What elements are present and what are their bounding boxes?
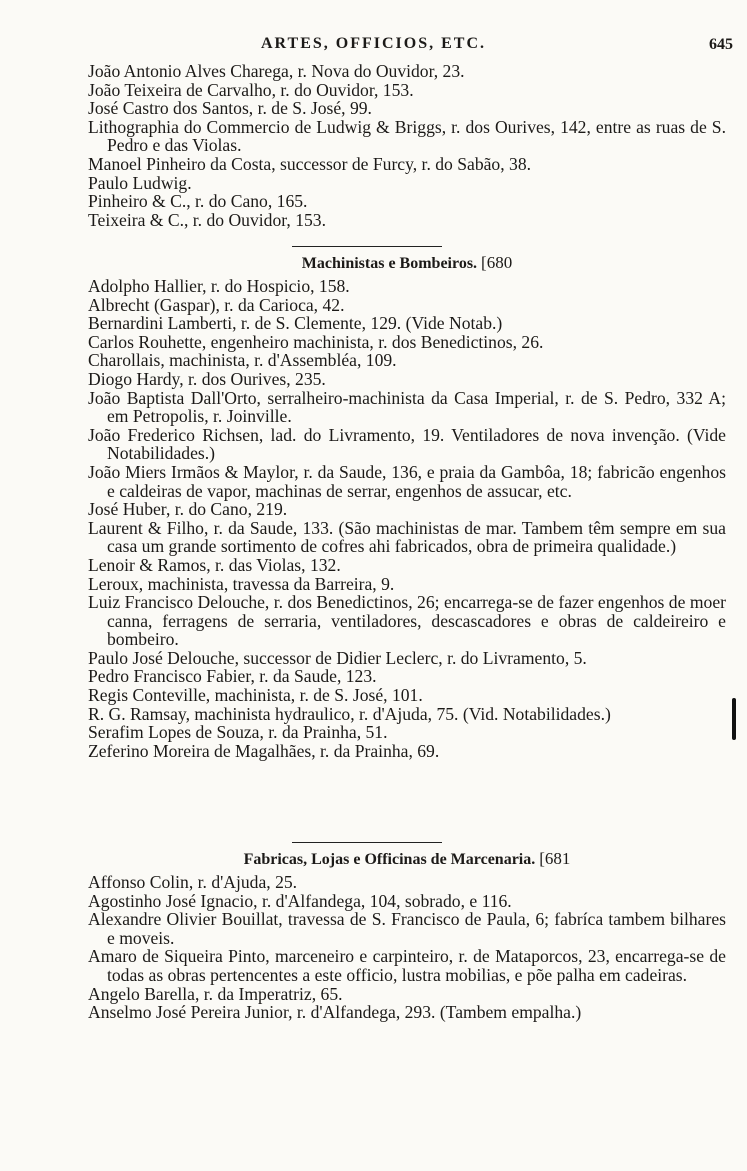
- list-entry: Charollais, machinista, r. d'Assembléa, 109.: [88, 350, 397, 371]
- list-entry: Zeferino Moreira de Magalhães, r. da Prainha, 69.: [88, 740, 440, 761]
- page-number: 645: [709, 36, 733, 53]
- list-entry: Pinheiro & C., r. do Cano, 165.: [88, 191, 308, 212]
- list-entry: Paulo José Delouche, successor de Didier Leclerc, r. do Livramento, 5.: [88, 647, 587, 668]
- list-entry: João Miers Irmãos & Maylor, r. da Saude, 136, e praia da Gambôa, 18; fabricão engenhos e caldeiras de vapor, machinas de serrar, engenhos de assucar, etc.: [88, 461, 726, 501]
- section-title-text: Machinistas e Bombeiros.: [301, 255, 478, 272]
- list-entry: José Castro dos Santos, r. de S. José, 99.: [88, 98, 372, 119]
- list-entry: Alexandre Olivier Bouillat, travessa de S. Francisco de Paula, 6; fabríca tambem bilhares e moveis.: [88, 909, 726, 948]
- list-entry: Pedro Francisco Fabier, r. da Saude, 123.: [88, 666, 377, 687]
- list-entry: Manoel Pinheiro da Costa, successor de Furcy, r. do Sabão, 38.: [88, 153, 532, 174]
- list-entry: Carlos Rouhette, engenheiro machinista, r. dos Benedictinos, 26.: [88, 331, 544, 352]
- running-head: ARTES, OFFICIOS, ETC.: [260, 35, 487, 52]
- continuation-section: [88, 62, 726, 229]
- margin-ink-mark: [732, 698, 736, 740]
- list-entry: Paulo Ludwig.: [88, 172, 192, 193]
- list-entry: João Frederico Richsen, lad. do Livramento, 19. Ventiladores de nova invenção. (Vide Notabilidades.): [88, 424, 726, 464]
- list-entry: Bernardini Lamberti, r. de S. Clemente, 129. (Vide Notab.): [88, 313, 503, 334]
- list-entry: Anselmo José Pereira Junior, r. d'Alfandega, 293. (Tambem empalha.): [88, 1002, 582, 1023]
- list-entry: Amaro de Siqueira Pinto, marceneiro e carpinteiro, r. de Mataporcos, 23, encarrega-se de todas as obras pertencentes a este officio, lustra mobilias, e põe palha em cadeiras.: [88, 946, 726, 985]
- section-number: [680: [481, 253, 513, 272]
- list-entry: Teixeira & C., r. do Ouvidor, 153.: [88, 209, 326, 230]
- machinistas-section: [88, 236, 726, 760]
- list-entry: Lithographia do Commercio de Ludwig & Briggs, r. dos Ourives, 142, entre as ruas de S. Pedro e das Violas.: [88, 116, 726, 156]
- list-entry: Angelo Barella, r. da Imperatriz, 65.: [88, 983, 343, 1004]
- list-entry: Regis Conteville, machinista, r. de S. José, 101.: [88, 685, 423, 706]
- section-title: [88, 850, 726, 869]
- marcenaria-section: [88, 832, 726, 1022]
- list-entry: Luiz Francisco Delouche, r. dos Benedictinos, 26; encarrega-se de fazer engenhos de moer canna, ferragens de serraria, ventiladores, descascadores e obras de caldeireiro e bombeiro.: [88, 592, 726, 650]
- list-entry: Agostinho José Ignacio, r. d'Alfandega, 104, sobrado, e 116.: [88, 890, 512, 911]
- list-entry: Diogo Hardy, r. dos Ourives, 235.: [88, 368, 326, 389]
- section-divider: [292, 246, 442, 247]
- section-title-text: Fabricas, Lojas e Officinas de Marcenaria.: [243, 851, 536, 868]
- list-entry: João Baptista Dall'Orto, serralheiro-machinista da Casa Imperial, r. de S. Pedro, 332 A; em Petropolis, r. Joinville.: [88, 387, 726, 427]
- list-entry: Lenoir & Ramos, r. das Violas, 132.: [88, 554, 341, 575]
- section-title: [88, 254, 726, 273]
- list-entry: R. G. Ramsay, machinista hydraulico, r. d'Ajuda, 75. (Vid. Notabilidades.): [88, 703, 611, 724]
- page-header: [0, 32, 747, 58]
- list-entry: Laurent & Filho, r. da Saude, 133. (São machinistas de mar. Tambem têm sempre em sua casa um grande sortimento de cofres ahi fabricados, obra de primeira qualidade.): [88, 517, 726, 557]
- list-entry: Leroux, machinista, travessa da Barreira, 9.: [88, 573, 395, 594]
- list-entry: Albrecht (Gaspar), r. da Carioca, 42.: [88, 294, 345, 315]
- section-divider: [292, 842, 442, 843]
- list-entry: João Teixeira de Carvalho, r. do Ouvidor, 153.: [88, 79, 414, 100]
- list-entry: Affonso Colin, r. d'Ajuda, 25.: [88, 872, 298, 892]
- list-entry: Adolpho Hallier, r. do Hospicio, 158.: [88, 276, 350, 296]
- list-entry: João Antonio Alves Charega, r. Nova do Ouvidor, 23.: [88, 61, 465, 81]
- list-entry: José Huber, r. do Cano, 219.: [88, 499, 288, 520]
- section-number: [681: [539, 849, 571, 868]
- list-entry: Serafim Lopes de Souza, r. da Prainha, 51.: [88, 722, 388, 743]
